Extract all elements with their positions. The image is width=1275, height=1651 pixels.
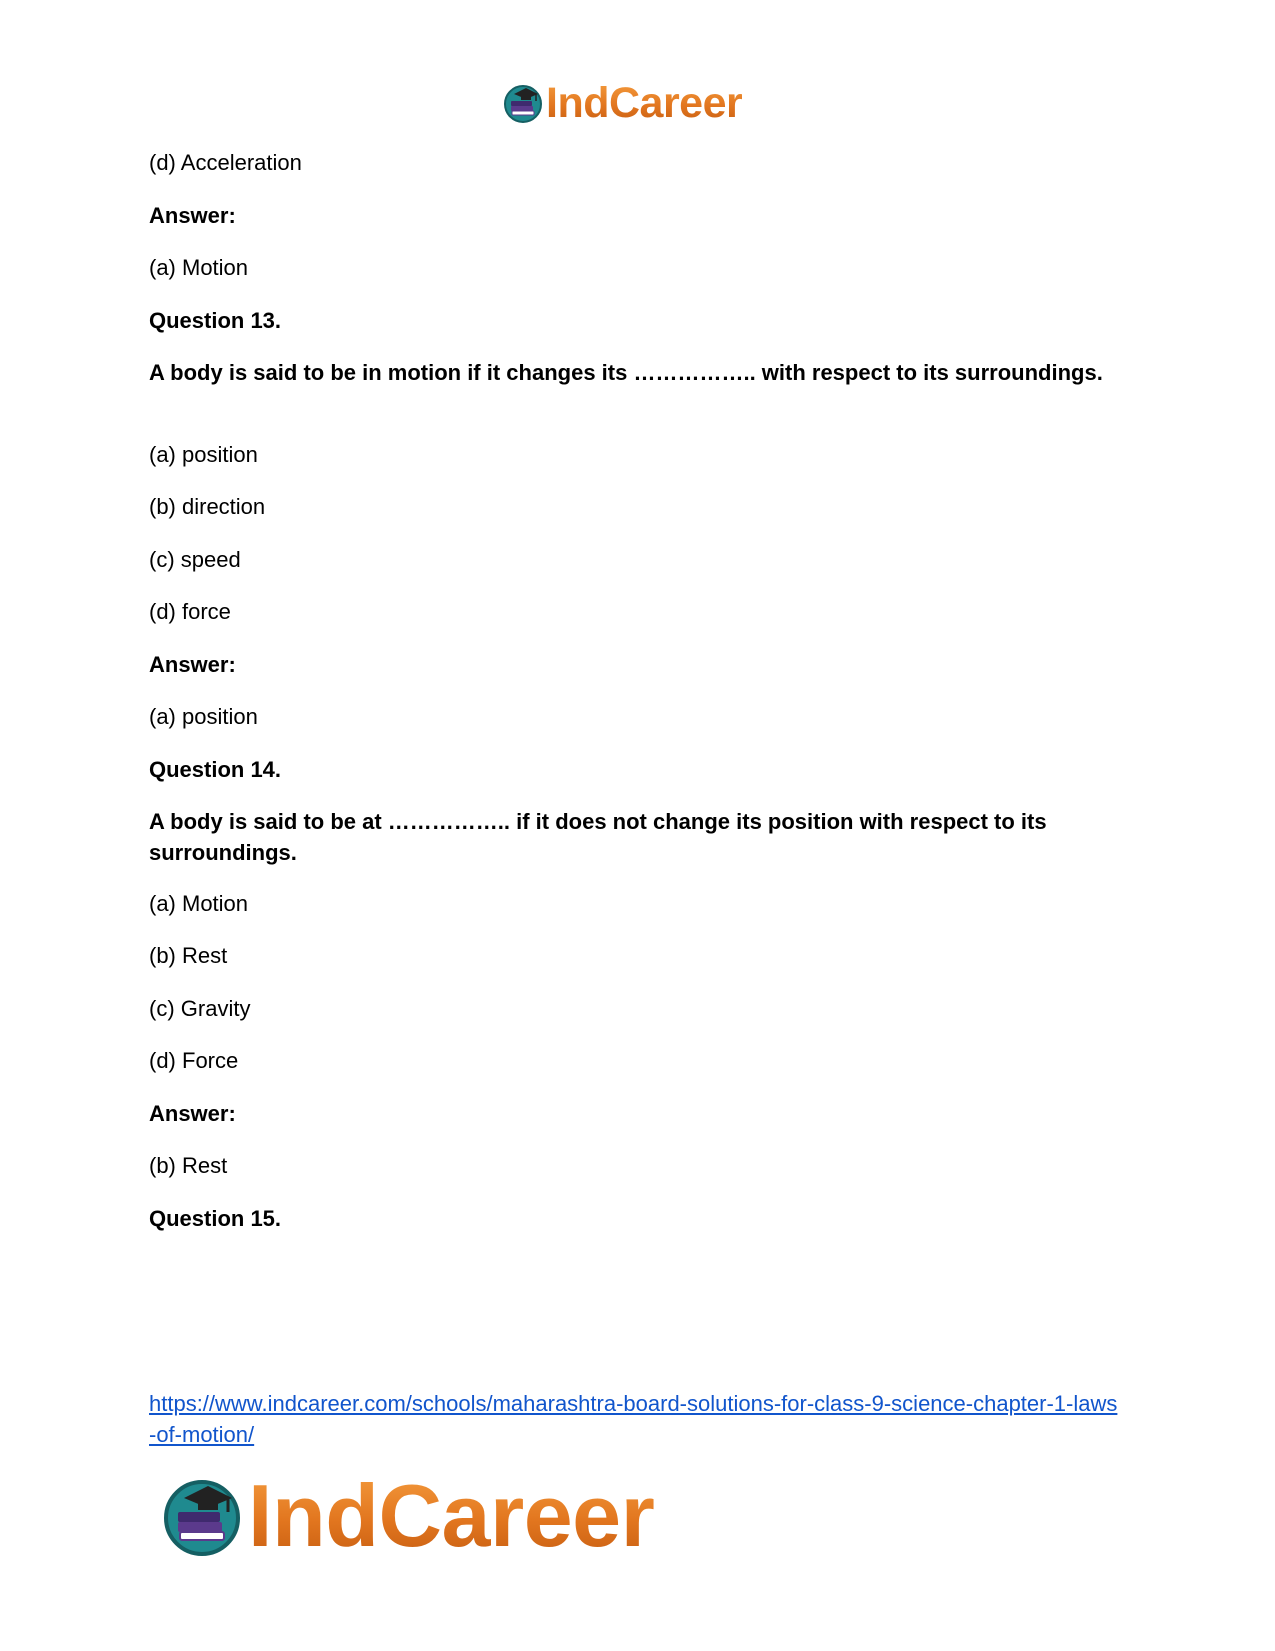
footer-source-link[interactable]: https://www.indcareer.com/schools/maharashtra-board-solutions-for-class-9-science-chapter-1-laws-of-motion/ (149, 1391, 1118, 1447)
option-d: (d) Force (149, 1048, 239, 1073)
question-heading: Question 14. (149, 757, 282, 782)
answer-label: Answer: (149, 1101, 236, 1126)
option-d: (d) force (149, 599, 231, 624)
option-b: (b) Rest (149, 943, 228, 968)
option-c: (c) speed (149, 547, 241, 572)
question-text: A body is said to be at …………….. if it does not change its position with respect to its surroundings. (149, 809, 1047, 865)
header-logo (502, 78, 742, 128)
header-logo-text: IndCareer (546, 78, 743, 127)
answer-value: (b) Rest (149, 1153, 228, 1178)
footer-logo (160, 1468, 654, 1564)
question-text: A body is said to be in motion if it changes its …………….. with respect to its surroundings. (149, 360, 1103, 385)
answer-label: Answer: (149, 652, 236, 677)
option-d-acceleration: (d) Acceleration (149, 150, 302, 175)
question-heading: Question 15. (149, 1206, 282, 1231)
option-a: (a) Motion (149, 891, 249, 916)
question-heading: Question 13. (149, 308, 282, 333)
answer-value: (a) Motion (149, 255, 249, 280)
graduation-cap-books-globe-icon (502, 82, 544, 124)
answer-label: Answer: (149, 203, 236, 228)
option-b: (b) direction (149, 494, 266, 519)
answer-value: (a) position (149, 704, 258, 729)
option-c: (c) Gravity (149, 996, 251, 1021)
graduation-cap-books-globe-icon (160, 1474, 244, 1558)
footer-logo-text: IndCareer (248, 1466, 655, 1565)
option-a: (a) position (149, 442, 258, 467)
